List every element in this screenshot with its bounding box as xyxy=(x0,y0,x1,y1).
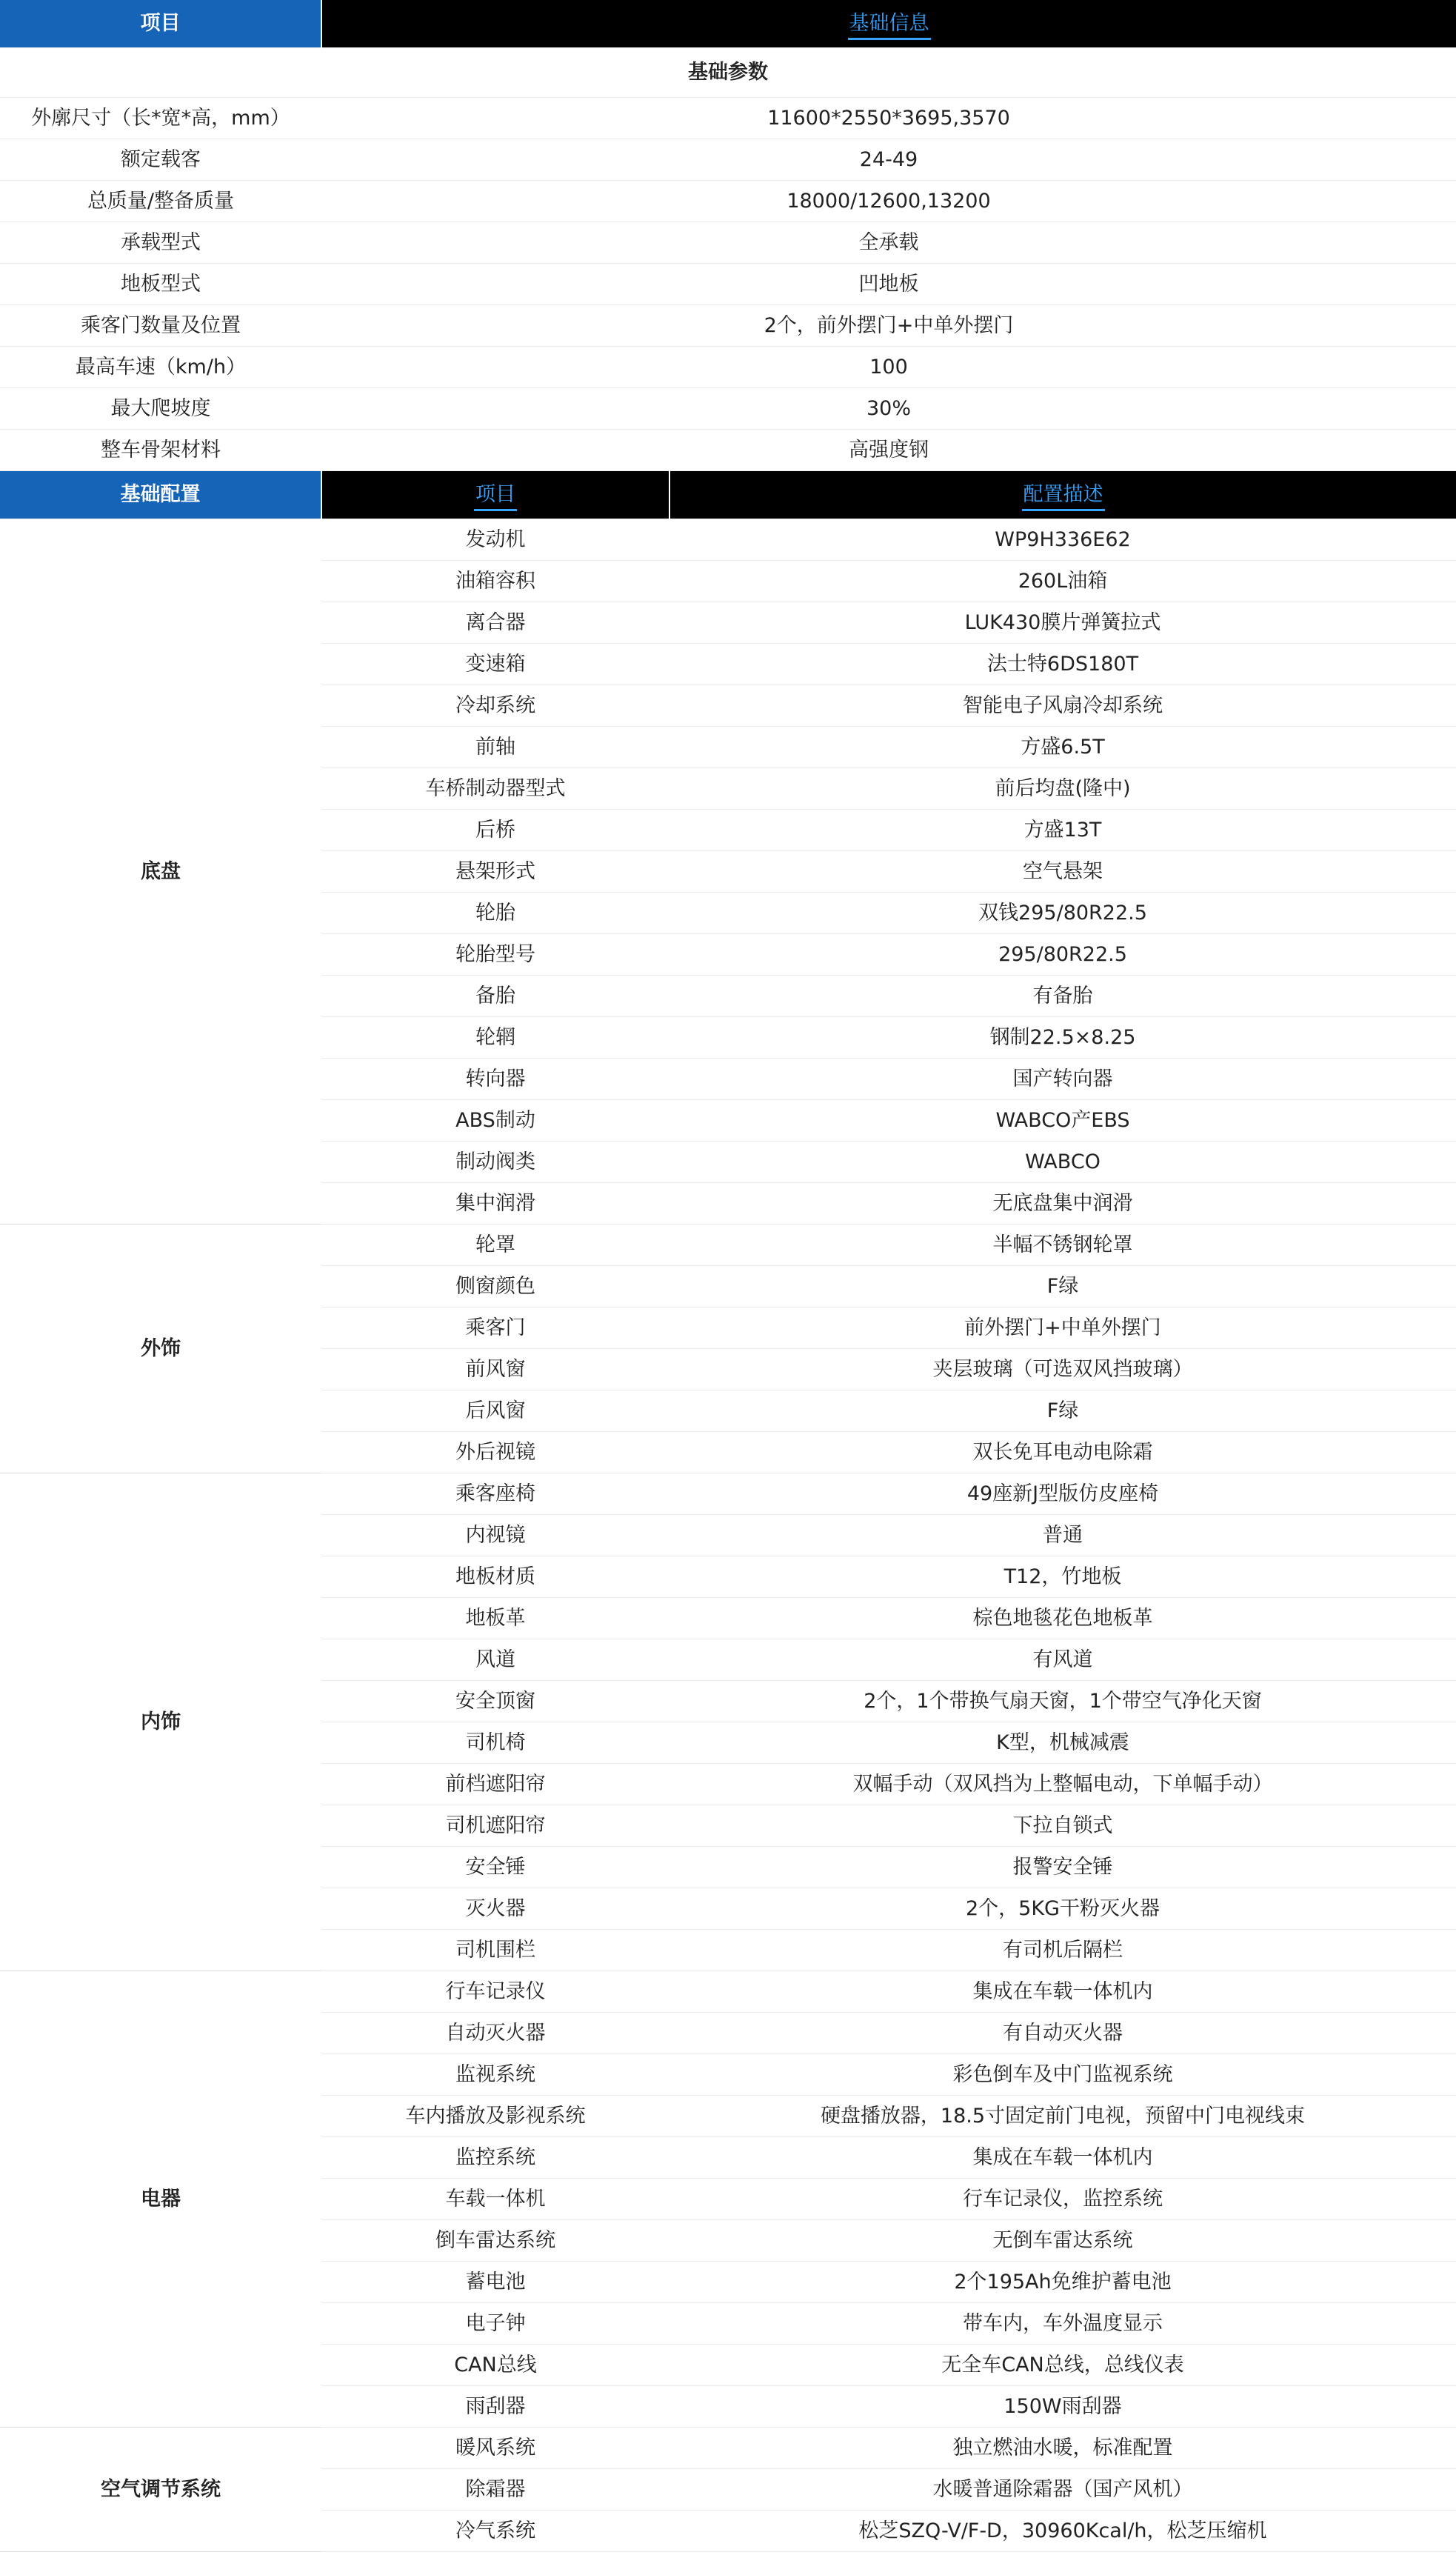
config-desc: 2个，5KG干粉灭火器 xyxy=(669,1888,1456,1930)
config-desc: 295/80R22.5 xyxy=(669,934,1456,976)
basic-param-row xyxy=(0,388,1456,430)
config-item: 司机围栏 xyxy=(321,1930,669,1971)
config-category: 底盘 xyxy=(0,519,321,1225)
basic-params-title: 基础参数 xyxy=(0,48,1456,98)
config-item: 地板革 xyxy=(321,1598,669,1639)
basic-param-row xyxy=(0,264,1456,305)
basic-param-row xyxy=(0,139,1456,181)
config-desc-header-label[interactable]: 配置描述 xyxy=(1022,483,1105,511)
basic-param-label: 总质量/整备质量 xyxy=(0,181,321,222)
config-row xyxy=(0,1473,1456,1515)
config-row xyxy=(0,519,1456,561)
config-desc-header-cell xyxy=(669,471,1456,519)
config-item: 地板材质 xyxy=(321,1556,669,1598)
basic-param-label: 承载型式 xyxy=(0,222,321,264)
config-item: 安全锤 xyxy=(321,1847,669,1888)
config-desc: 钢制22.5×8.25 xyxy=(669,1017,1456,1059)
config-item: 前档遮阳帘 xyxy=(321,1764,669,1805)
config-desc: 半幅不锈钢轮罩 xyxy=(669,1225,1456,1266)
config-desc: F绿 xyxy=(669,1266,1456,1308)
config-item: 行车记录仪 xyxy=(321,1971,669,2013)
config-item: 蓄电池 xyxy=(321,2262,669,2303)
config-desc: 260L油箱 xyxy=(669,561,1456,602)
config-item: 后桥 xyxy=(321,810,669,851)
config-item: 后风窗 xyxy=(321,1390,669,1432)
config-desc: 双长免耳电动电除霜 xyxy=(669,1432,1456,1473)
basic-param-value: 凹地板 xyxy=(321,264,1456,305)
config-desc: 双钱295/80R22.5 xyxy=(669,893,1456,934)
header-info-label[interactable]: 基础信息 xyxy=(848,12,931,40)
config-desc: LUK430膜片弹簧拉式 xyxy=(669,602,1456,644)
config-item-header-cell xyxy=(321,471,669,519)
config-header-row xyxy=(0,471,1456,519)
config-row xyxy=(0,1971,1456,2013)
config-category: 电器 xyxy=(0,1971,321,2428)
config-desc: 硬盘播放器，18.5寸固定前门电视，预留中门电视线束 xyxy=(669,2096,1456,2137)
config-desc: 49座新J型版仿皮座椅 xyxy=(669,1473,1456,1515)
config-item: 司机遮阳帘 xyxy=(321,1805,669,1847)
basic-param-row xyxy=(0,98,1456,139)
config-item: 油箱容积 xyxy=(321,561,669,602)
basic-param-value: 100 xyxy=(321,347,1456,388)
config-desc: 彩色倒车及中门监视系统 xyxy=(669,2054,1456,2096)
config-item: 备胎 xyxy=(321,976,669,1017)
config-desc: 夹层玻璃（可选双风挡玻璃） xyxy=(669,1349,1456,1390)
config-desc: 方盛13T xyxy=(669,810,1456,851)
config-item: 监控系统 xyxy=(321,2137,669,2179)
basic-param-label: 整车骨架材料 xyxy=(0,430,321,471)
basic-param-row xyxy=(0,181,1456,222)
config-desc: K型，机械减震 xyxy=(669,1722,1456,1764)
config-row xyxy=(0,1225,1456,1266)
basic-param-label: 最高车速（km/h） xyxy=(0,347,321,388)
basic-param-value: 11600*2550*3695,3570 xyxy=(321,98,1456,139)
top-header-row xyxy=(0,0,1456,48)
config-desc: WABCO产EBS xyxy=(669,1100,1456,1142)
config-item: 离合器 xyxy=(321,602,669,644)
config-item: 灭火器 xyxy=(321,1888,669,1930)
config-desc: 带车内，车外温度显示 xyxy=(669,2303,1456,2345)
config-item: 集中润滑 xyxy=(321,1183,669,1225)
basic-param-value: 全承载 xyxy=(321,222,1456,264)
config-desc: 下拉自锁式 xyxy=(669,1805,1456,1847)
config-item: 冷却系统 xyxy=(321,685,669,727)
config-item: 轮罩 xyxy=(321,1225,669,1266)
config-category: 空气调节系统 xyxy=(0,2428,321,2552)
config-category: 外饰 xyxy=(0,1225,321,1473)
config-desc: 行车记录仪，监控系统 xyxy=(669,2179,1456,2220)
config-item: 乘客门 xyxy=(321,1308,669,1349)
config-item: 轮辋 xyxy=(321,1017,669,1059)
basic-param-row xyxy=(0,347,1456,388)
config-item: ABS制动 xyxy=(321,1100,669,1142)
basic-param-row xyxy=(0,222,1456,264)
config-item: 监视系统 xyxy=(321,2054,669,2096)
config-item: 自动灭火器 xyxy=(321,2013,669,2054)
basic-param-label: 最大爬坡度 xyxy=(0,388,321,430)
config-desc: 2个，1个带换气扇天窗，1个带空气净化天窗 xyxy=(669,1681,1456,1722)
config-desc: 报警安全锤 xyxy=(669,1847,1456,1888)
config-desc: 有风道 xyxy=(669,1639,1456,1681)
basic-param-label: 外廓尺寸（长*宽*高，mm） xyxy=(0,98,321,139)
config-item: 轮胎型号 xyxy=(321,934,669,976)
config-section-cell: 基础配置 xyxy=(0,471,321,519)
config-item-header-label[interactable]: 项目 xyxy=(474,483,517,511)
config-desc: 前后均盘(隆中) xyxy=(669,768,1456,810)
config-item: 侧窗颜色 xyxy=(321,1266,669,1308)
config-item: 发动机 xyxy=(321,519,669,561)
basic-param-value: 2个，前外摆门+中单外摆门 xyxy=(321,305,1456,347)
config-desc: 集成在车载一体机内 xyxy=(669,1971,1456,2013)
config-desc: 普通 xyxy=(669,1515,1456,1556)
config-desc: F绿 xyxy=(669,1390,1456,1432)
config-desc: 150W雨刮器 xyxy=(669,2386,1456,2428)
config-item: 转向器 xyxy=(321,1059,669,1100)
config-item: 倒车雷达系统 xyxy=(321,2220,669,2262)
config-item: 安全顶窗 xyxy=(321,1681,669,1722)
config-desc: 有备胎 xyxy=(669,976,1456,1017)
config-desc: T12，竹地板 xyxy=(669,1556,1456,1598)
config-item: 车桥制动器型式 xyxy=(321,768,669,810)
header-info-cell xyxy=(321,0,1456,48)
config-item: 车内播放及影视系统 xyxy=(321,2096,669,2137)
config-item: 暖风系统 xyxy=(321,2428,669,2469)
config-item: 轮胎 xyxy=(321,893,669,934)
config-desc: 智能电子风扇冷却系统 xyxy=(669,685,1456,727)
basic-param-value: 30% xyxy=(321,388,1456,430)
config-item: 前轴 xyxy=(321,727,669,768)
config-item: 乘客座椅 xyxy=(321,1473,669,1515)
config-item: 悬架形式 xyxy=(321,851,669,893)
basic-param-row xyxy=(0,430,1456,471)
config-item: CAN总线 xyxy=(321,2345,669,2386)
config-item: 雨刮器 xyxy=(321,2386,669,2428)
config-desc: 法士特6DS180T xyxy=(669,644,1456,685)
config-item: 电子钟 xyxy=(321,2303,669,2345)
basic-params-title-row xyxy=(0,48,1456,98)
config-desc: 水暖普通除霜器（国产风机） xyxy=(669,2469,1456,2511)
config-item: 冷气系统 xyxy=(321,2511,669,2552)
config-desc: 前外摆门+中单外摆门 xyxy=(669,1308,1456,1349)
config-desc: WP9H336E62 xyxy=(669,519,1456,561)
config-item: 风道 xyxy=(321,1639,669,1681)
config-desc: WABCO xyxy=(669,1142,1456,1183)
config-desc: 无倒车雷达系统 xyxy=(669,2220,1456,2262)
basic-param-value: 18000/12600,13200 xyxy=(321,181,1456,222)
config-desc: 空气悬架 xyxy=(669,851,1456,893)
config-item: 变速箱 xyxy=(321,644,669,685)
config-desc: 2个195Ah免维护蓄电池 xyxy=(669,2262,1456,2303)
config-desc: 双幅手动（双风挡为上整幅电动，下单幅手动） xyxy=(669,1764,1456,1805)
config-desc: 松芝SZQ-V/F-D，30960Kcal/h，松芝压缩机 xyxy=(669,2511,1456,2552)
config-desc: 棕色地毯花色地板革 xyxy=(669,1598,1456,1639)
basic-param-label: 地板型式 xyxy=(0,264,321,305)
basic-param-label: 额定载客 xyxy=(0,139,321,181)
config-category: 内饰 xyxy=(0,1473,321,1971)
config-item: 外后视镜 xyxy=(321,1432,669,1473)
config-desc: 独立燃油水暖，标准配置 xyxy=(669,2428,1456,2469)
config-desc: 有自动灭火器 xyxy=(669,2013,1456,2054)
basic-param-value: 高强度钢 xyxy=(321,430,1456,471)
config-item: 前风窗 xyxy=(321,1349,669,1390)
config-desc: 集成在车载一体机内 xyxy=(669,2137,1456,2179)
config-item: 车载一体机 xyxy=(321,2179,669,2220)
config-row xyxy=(0,2428,1456,2469)
config-item: 除霜器 xyxy=(321,2469,669,2511)
basic-param-label: 乘客门数量及位置 xyxy=(0,305,321,347)
header-item-cell: 项目 xyxy=(0,0,321,48)
config-item: 内视镜 xyxy=(321,1515,669,1556)
config-item: 司机椅 xyxy=(321,1722,669,1764)
config-desc: 方盛6.5T xyxy=(669,727,1456,768)
config-desc: 无底盘集中润滑 xyxy=(669,1183,1456,1225)
basic-param-row xyxy=(0,305,1456,347)
config-desc: 无全车CAN总线，总线仪表 xyxy=(669,2345,1456,2386)
config-desc: 有司机后隔栏 xyxy=(669,1930,1456,1971)
config-desc: 国产转向器 xyxy=(669,1059,1456,1100)
config-item: 制动阀类 xyxy=(321,1142,669,1183)
basic-param-value: 24-49 xyxy=(321,139,1456,181)
